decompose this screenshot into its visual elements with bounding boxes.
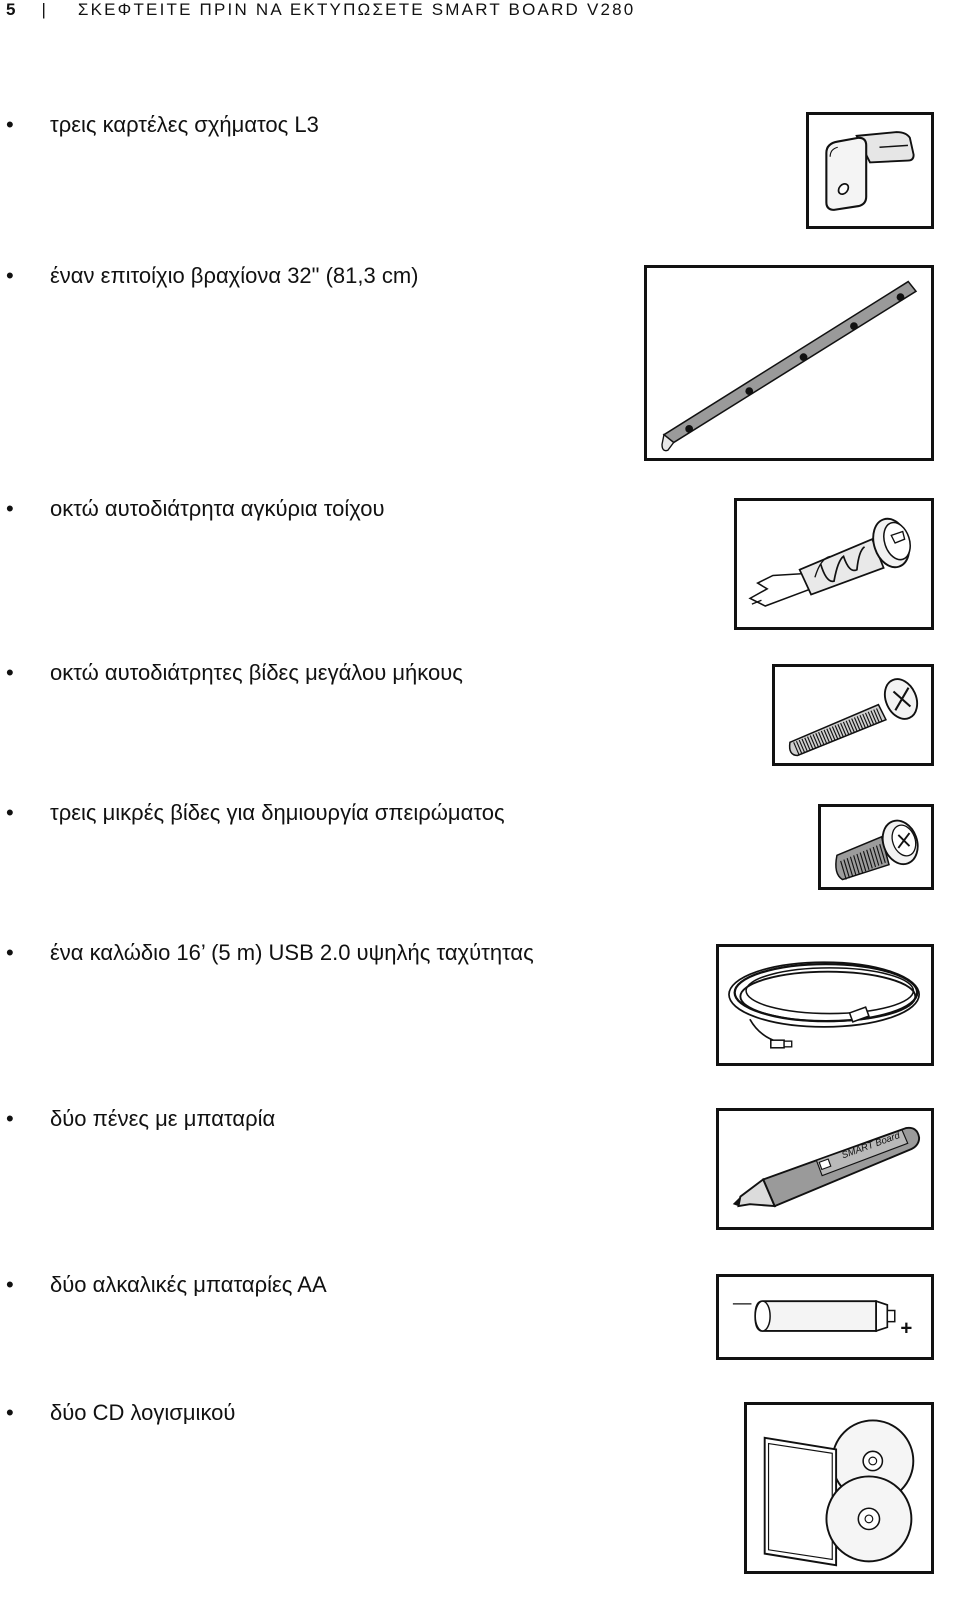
wall-rail-icon bbox=[647, 268, 931, 458]
cd-icon bbox=[747, 1405, 931, 1571]
bullet: • bbox=[6, 263, 14, 288]
list-item-pens bbox=[6, 1106, 275, 1132]
bullet: • bbox=[6, 496, 14, 521]
list-item-cds bbox=[6, 1400, 235, 1426]
battery-figure bbox=[716, 1274, 934, 1360]
bullet: • bbox=[6, 940, 14, 965]
long-screw-icon bbox=[775, 667, 931, 763]
item-label: έναν επιτοίχιο βραχίονα 32" (81,3 cm) bbox=[50, 263, 419, 288]
l-bracket-figure bbox=[806, 112, 934, 229]
bullet: • bbox=[6, 800, 14, 825]
l-bracket-icon bbox=[809, 115, 931, 226]
list-item-l-brackets bbox=[6, 112, 319, 138]
item-label: τρεις μικρές βίδες για δημιουργία σπειρώματος bbox=[50, 800, 505, 825]
pen-figure bbox=[716, 1108, 934, 1230]
item-label: δύο CD λογισμικού bbox=[50, 1400, 236, 1425]
item-label: οκτώ αυτοδιάτρητες βίδες μεγάλου μήκους bbox=[50, 660, 463, 685]
item-label: τρεις καρτέλες σχήματος L3 bbox=[50, 112, 319, 137]
wall-anchor-figure bbox=[734, 498, 934, 630]
bullet: • bbox=[6, 1106, 14, 1131]
battery-icon bbox=[719, 1277, 931, 1357]
item-label: ένα καλώδιο 16’ (5 m) USB 2.0 υψηλής ταχύτητας bbox=[50, 940, 534, 965]
list-item-long-screws bbox=[6, 660, 463, 686]
list-item-wall-rail bbox=[6, 263, 419, 289]
list-item-batteries bbox=[6, 1272, 327, 1298]
page-header bbox=[6, 0, 635, 24]
battery-plus-label: + bbox=[900, 1316, 913, 1340]
header-title: ΣΚΕΦΤΕΙΤΕ ΠΡΙΝ ΝΑ ΕΚΤΥΠΩΣΕΤΕ SMART BOARD V280 bbox=[77, 0, 636, 19]
item-label: οκτώ αυτοδιάτρητα αγκύρια τοίχου bbox=[50, 496, 385, 521]
pen-icon bbox=[719, 1111, 931, 1227]
wall-anchor-icon bbox=[737, 501, 931, 627]
bullet: • bbox=[6, 112, 14, 137]
short-screw-figure bbox=[818, 804, 934, 890]
bullet: • bbox=[6, 1272, 14, 1297]
short-screw-icon bbox=[821, 807, 931, 887]
list-item-wall-anchors bbox=[6, 496, 384, 522]
list-item-usb-cable bbox=[6, 940, 534, 966]
list-item-short-screws bbox=[6, 800, 505, 826]
pen-brand-label: SMART Board bbox=[840, 1130, 902, 1162]
header-separator: | bbox=[41, 0, 46, 19]
bullet: • bbox=[6, 660, 14, 685]
item-label: δύο αλκαλικές μπαταρίες ΑΑ bbox=[50, 1272, 327, 1297]
item-label: δύο πένες με μπαταρία bbox=[50, 1106, 276, 1131]
usb-cable-figure bbox=[716, 944, 934, 1066]
usb-cable-icon bbox=[719, 947, 931, 1063]
long-screw-figure bbox=[772, 664, 934, 766]
cd-figure bbox=[744, 1402, 934, 1574]
battery-minus-label: — bbox=[732, 1291, 752, 1313]
bullet: • bbox=[6, 1400, 14, 1425]
page-number: 5 bbox=[6, 0, 16, 19]
wall-rail-figure bbox=[644, 265, 934, 461]
